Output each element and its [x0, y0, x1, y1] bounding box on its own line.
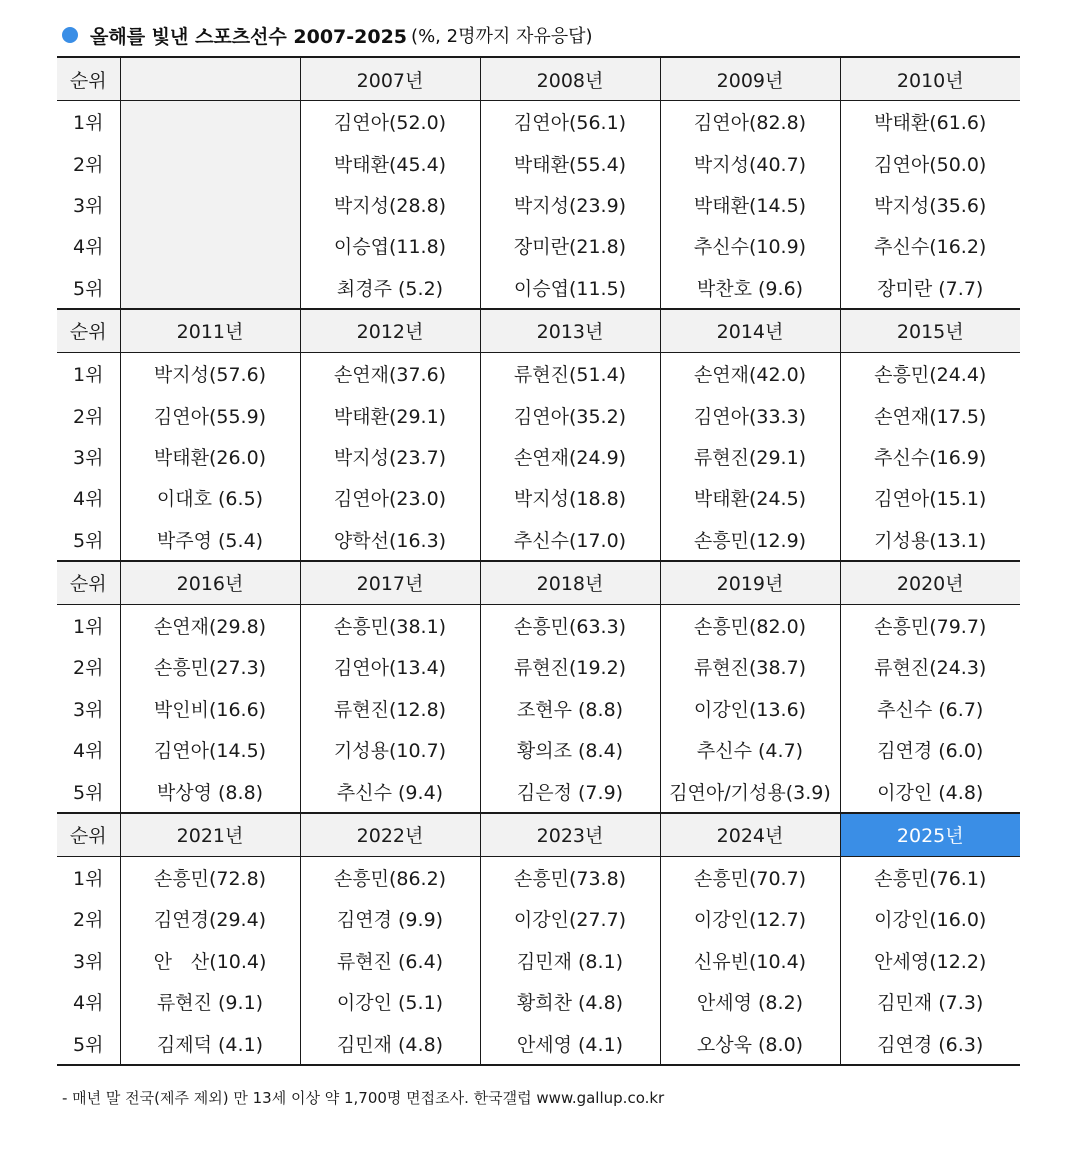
athlete-cell: 박태환(26.0): [120, 436, 300, 477]
athlete-cell: 류현진(38.7): [660, 646, 840, 687]
table-row: [57, 646, 1020, 687]
year-header: 2007년: [300, 57, 480, 101]
rank-label: 5위: [57, 267, 120, 309]
athlete-cell: 류현진(19.2): [480, 646, 660, 687]
athlete-cell: 추신수 (6.7): [840, 688, 1020, 729]
athlete-cell: [120, 101, 300, 143]
athlete-cell: 박지성(18.8): [480, 477, 660, 518]
athlete-cell: 류현진(29.1): [660, 436, 840, 477]
athlete-cell: [120, 142, 300, 183]
table-row: [57, 142, 1020, 183]
athlete-cell: 김연아(15.1): [840, 477, 1020, 518]
athlete-cell: 추신수(10.9): [660, 225, 840, 266]
athlete-cell: 류현진 (6.4): [300, 940, 480, 981]
year-header: 2024년: [660, 813, 840, 857]
athlete-cell: 김연아(23.0): [300, 477, 480, 518]
table-header-row: [57, 57, 1020, 101]
athlete-cell: 추신수(17.0): [480, 519, 660, 561]
athlete-cell: 박태환(55.4): [480, 142, 660, 183]
athlete-cell: 양학선(16.3): [300, 519, 480, 561]
rank-label: 1위: [73, 364, 104, 387]
rank-label: 5위: [57, 519, 120, 561]
year-header: 2013년: [480, 309, 660, 353]
athlete-cell: 오상욱 (8.0): [660, 1022, 840, 1064]
rank-label: 3위: [73, 194, 104, 217]
athlete-cell: 손연재(42.0): [660, 352, 840, 394]
page-title-row: [62, 20, 593, 50]
athlete-cell: 안세영 (8.2): [660, 981, 840, 1022]
athlete-cell: 박지성(28.8): [300, 184, 480, 225]
athlete-cell: 안세영(12.2): [840, 940, 1020, 981]
rank-column-header: 순위: [57, 309, 120, 353]
rank-label: 3위: [73, 698, 104, 721]
athlete-cell: 안 산(10.4): [120, 940, 300, 981]
table-row: [57, 225, 1020, 266]
table-header-row: [57, 561, 1020, 605]
table-row: [57, 981, 1020, 1022]
table-row: [57, 856, 1020, 898]
athlete-cell: 이강인 (5.1): [300, 981, 480, 1022]
rank-label: 1위: [73, 112, 104, 135]
athlete-cell: 추신수 (4.7): [660, 729, 840, 770]
table-row: [57, 436, 1020, 477]
athlete-cell: 이강인 (4.8): [840, 770, 1020, 812]
athlete-cell: 손연재(37.6): [300, 352, 480, 394]
table-row: [57, 184, 1020, 225]
rank-column-header: 순위: [57, 561, 120, 605]
athlete-cell: 손연재(29.8): [120, 604, 300, 646]
athlete-cell: 손흥민(82.0): [660, 604, 840, 646]
athlete-cell: 이대호 (6.5): [120, 477, 300, 518]
table-row: [57, 394, 1020, 435]
athlete-cell: [120, 267, 300, 309]
year-header: 2010년: [840, 57, 1020, 101]
page-subtitle: (%, 2명까지 자유응답): [411, 26, 593, 47]
year-header: 2021년: [120, 813, 300, 857]
athlete-cell: 김연아(52.0): [300, 101, 480, 143]
year-header: 2008년: [480, 57, 660, 101]
athlete-cell: 박상영 (8.8): [120, 770, 300, 812]
athlete-ranking-table: [57, 56, 1020, 1066]
athlete-cell: 김연아(35.2): [480, 394, 660, 435]
year-header: 2015년: [840, 309, 1020, 353]
athlete-cell: 김연아(14.5): [120, 729, 300, 770]
year-header: 2023년: [480, 813, 660, 857]
athlete-cell: 박지성(23.7): [300, 436, 480, 477]
athlete-cell: 손흥민(12.9): [660, 519, 840, 561]
rank-label: 1위: [73, 616, 104, 639]
athlete-cell: 김연아/기성용(3.9): [660, 770, 840, 812]
rank-label: 2위: [73, 153, 104, 176]
athlete-cell: 추신수 (9.4): [300, 770, 480, 812]
athlete-cell: 기성용(10.7): [300, 729, 480, 770]
athlete-cell: 손흥민(24.4): [840, 352, 1020, 394]
rank-column-header: 순위: [57, 813, 120, 857]
table-row: [57, 101, 1020, 143]
year-header: 2025년: [840, 813, 1020, 857]
athlete-cell: 손흥민(72.8): [120, 856, 300, 898]
athlete-cell: 김연아(13.4): [300, 646, 480, 687]
rank-column-header: 순위: [57, 57, 120, 101]
athlete-cell: 손흥민(86.2): [300, 856, 480, 898]
year-header: 2018년: [480, 561, 660, 605]
athlete-cell: 박태환(24.5): [660, 477, 840, 518]
year-header: 2019년: [660, 561, 840, 605]
athlete-cell: 류현진 (9.1): [120, 981, 300, 1022]
year-header: 2014년: [660, 309, 840, 353]
rank-label: 4위: [73, 992, 104, 1015]
athlete-cell: 김민재 (8.1): [480, 940, 660, 981]
athlete-cell: 손연재(24.9): [480, 436, 660, 477]
athlete-cell: 류현진(51.4): [480, 352, 660, 394]
athlete-cell: 박주영 (5.4): [120, 519, 300, 561]
year-header: 2012년: [300, 309, 480, 353]
athlete-cell: 박태환(14.5): [660, 184, 840, 225]
athlete-cell: 신유빈(10.4): [660, 940, 840, 981]
athlete-cell: 손흥민(27.3): [120, 646, 300, 687]
athlete-cell: 김제덕 (4.1): [120, 1022, 300, 1064]
athlete-cell: 손흥민(63.3): [480, 604, 660, 646]
athlete-cell: 추신수(16.2): [840, 225, 1020, 266]
athlete-cell: 손연재(17.5): [840, 394, 1020, 435]
athlete-cell: 김연아(50.0): [840, 142, 1020, 183]
athlete-cell: 김연경 (6.0): [840, 729, 1020, 770]
athlete-cell: 김연경(29.4): [120, 898, 300, 939]
athlete-cell: 박태환(45.4): [300, 142, 480, 183]
athlete-cell: 박지성(35.6): [840, 184, 1020, 225]
athlete-cell: 이강인(12.7): [660, 898, 840, 939]
year-header: 2011년: [120, 309, 300, 353]
rank-label: 2위: [73, 657, 104, 680]
athlete-cell: 이승엽(11.8): [300, 225, 480, 266]
athlete-cell: 박찬호 (9.6): [660, 267, 840, 309]
athlete-cell: 손흥민(76.1): [840, 856, 1020, 898]
table-row: [57, 898, 1020, 939]
survey-footnote: - 매년 말 전국(제주 제외) 만 13세 이상 약 1,700명 면접조사. 한국갤럽 www.gallup.co.kr: [62, 1089, 665, 1107]
table-row: [57, 1022, 1020, 1064]
table-row: [57, 267, 1020, 309]
athlete-cell: 장미란 (7.7): [840, 267, 1020, 309]
rank-label: 4위: [73, 488, 104, 511]
rank-label: 2위: [73, 405, 104, 428]
table-header-row: [57, 813, 1020, 857]
athlete-cell: 이강인(13.6): [660, 688, 840, 729]
athlete-cell: 김민재 (4.8): [300, 1022, 480, 1064]
year-header: 2022년: [300, 813, 480, 857]
rank-label: 3위: [73, 446, 104, 469]
rank-label: 2위: [73, 909, 104, 932]
athlete-cell: 이강인(27.7): [480, 898, 660, 939]
athlete-cell: 김민재 (7.3): [840, 981, 1020, 1022]
athlete-cell: 추신수(16.9): [840, 436, 1020, 477]
rank-label: 4위: [73, 740, 104, 763]
athlete-cell: 손흥민(38.1): [300, 604, 480, 646]
athlete-cell: 박지성(40.7): [660, 142, 840, 183]
table-row: [57, 352, 1020, 394]
year-header: 2020년: [840, 561, 1020, 605]
athlete-cell: 최경주 (5.2): [300, 267, 480, 309]
athlete-cell: 이강인(16.0): [840, 898, 1020, 939]
year-header: 2009년: [660, 57, 840, 101]
athlete-cell: 장미란(21.8): [480, 225, 660, 266]
athlete-cell: 황의조 (8.4): [480, 729, 660, 770]
table-row: [57, 729, 1020, 770]
athlete-cell: 김연아(56.1): [480, 101, 660, 143]
year-header: 2017년: [300, 561, 480, 605]
rank-label: 3위: [73, 950, 104, 973]
athlete-cell: 박태환(29.1): [300, 394, 480, 435]
athlete-cell: 황희찬 (4.8): [480, 981, 660, 1022]
athlete-cell: 김연아(55.9): [120, 394, 300, 435]
athlete-cell: 조현우 (8.8): [480, 688, 660, 729]
athlete-cell: 손흥민(79.7): [840, 604, 1020, 646]
athlete-cell: 박태환(61.6): [840, 101, 1020, 143]
table-row: [57, 604, 1020, 646]
rank-label: 4위: [73, 236, 104, 259]
year-header: 2016년: [120, 561, 300, 605]
athlete-cell: 김은정 (7.9): [480, 770, 660, 812]
table-row: [57, 688, 1020, 729]
table-row: [57, 940, 1020, 981]
athlete-cell: 박인비(16.6): [120, 688, 300, 729]
bullet-dot-icon: [62, 27, 78, 43]
rank-label: 5위: [57, 1022, 120, 1064]
rank-label: 5위: [57, 770, 120, 812]
athlete-cell: 류현진(24.3): [840, 646, 1020, 687]
athlete-cell: 김연아(33.3): [660, 394, 840, 435]
athlete-cell: [120, 184, 300, 225]
athlete-cell: 손흥민(73.8): [480, 856, 660, 898]
table-row: [57, 770, 1020, 812]
table-row: [57, 477, 1020, 518]
athlete-cell: 김연경 (9.9): [300, 898, 480, 939]
athlete-cell: 박지성(57.6): [120, 352, 300, 394]
athlete-cell: 기성용(13.1): [840, 519, 1020, 561]
athlete-cell: 김연아(82.8): [660, 101, 840, 143]
athlete-cell: 박지성(23.9): [480, 184, 660, 225]
athlete-cell: 이승엽(11.5): [480, 267, 660, 309]
table-header-row: [57, 309, 1020, 353]
page-title: 올해를 빛낸 스포츠선수 2007-2025: [90, 25, 408, 48]
table-row: [57, 519, 1020, 561]
rank-label: 1위: [73, 868, 104, 891]
athlete-cell: 류현진(12.8): [300, 688, 480, 729]
athlete-cell: [120, 225, 300, 266]
year-header: [120, 57, 300, 101]
athlete-cell: 안세영 (4.1): [480, 1022, 660, 1064]
athlete-cell: 김연경 (6.3): [840, 1022, 1020, 1064]
athlete-cell: 손흥민(70.7): [660, 856, 840, 898]
